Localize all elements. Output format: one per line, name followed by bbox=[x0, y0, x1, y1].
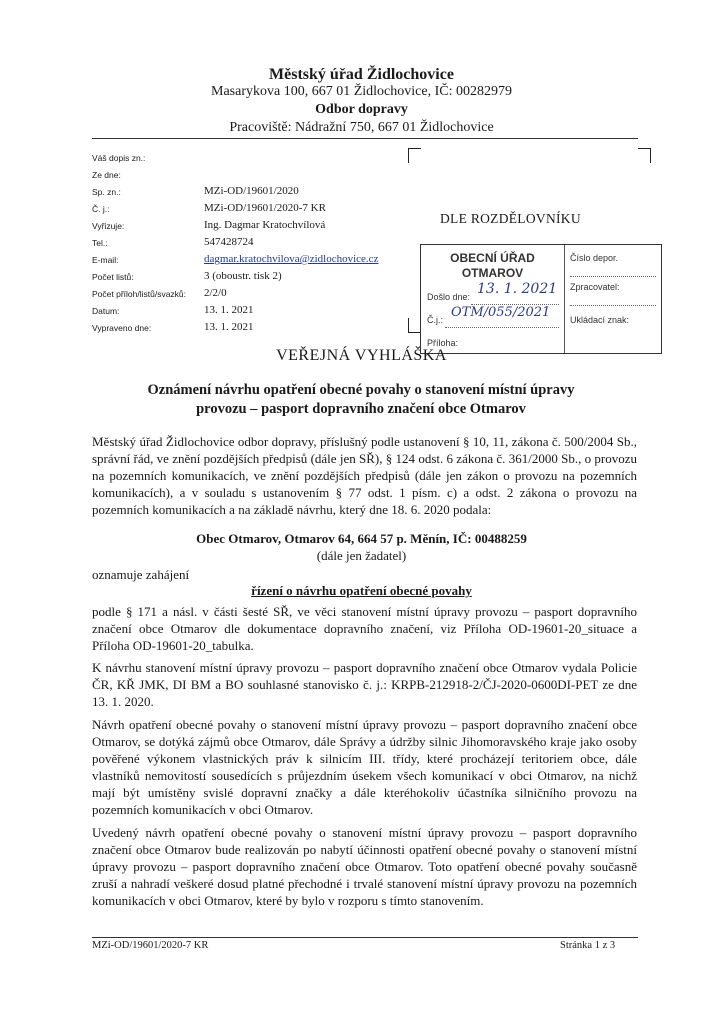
stamp-line bbox=[445, 326, 559, 328]
proceeding-title: řízení o návrhu opatření obecné povahy bbox=[251, 583, 472, 598]
ref-label: Počet listů: bbox=[92, 272, 134, 282]
ref-label: Vypraveno dne: bbox=[92, 323, 152, 333]
received-stamp bbox=[420, 244, 662, 354]
stamp-received-value: 13. 1. 2021 bbox=[477, 281, 558, 297]
stamp-received-label: Došlo dne: bbox=[427, 292, 471, 302]
ref-label: Váš dopis zn.: bbox=[92, 153, 146, 163]
recipient-line: DLE ROZDĚLOVNÍKU bbox=[440, 211, 581, 226]
ref-label: Ze dne: bbox=[92, 170, 121, 180]
applicant-name: Obec Otmarov, Otmarov 64, 664 57 p. Měnín, IČ: 00488259 bbox=[196, 531, 527, 546]
stamp-line bbox=[570, 275, 656, 277]
stamp-attachment-label: Příloha: bbox=[427, 338, 459, 348]
applicant-note: (dále jen žadatel) bbox=[316, 548, 407, 563]
paragraph-affected: Návrh opatření obecné povahy o stanovení místní úpravy provozu – pasport dopravního značení obce Otmarov, se dotýká zájmů obce Otmarov, dále Správy a údržby silnic Jihomoravského kraje jako osoby pověřené výkonem vlastnických práv k silnicím III. třídy, které procházejí teritoriem obce, dále vlastníků nemovitostí sousedících s průjezdním úsekem všech komunikací v obci Otmarov, na nichž mají být umístěny svislé dopravní značky a dále kteréhokoliv účastníka silničního provozu na pozemních komunikacích v obci Otmarov. bbox=[92, 717, 637, 817]
header-divider bbox=[92, 138, 638, 139]
ref-label: Počet příloh/listů/svazků: bbox=[92, 289, 187, 299]
ref-value: 547428724 bbox=[204, 236, 254, 248]
ref-value: 2/2/0 bbox=[204, 287, 227, 299]
subject-heading bbox=[96, 381, 626, 419]
workplace-address: Pracoviště: Nádražní 750, 667 01 Židlochovice bbox=[229, 120, 494, 135]
stamp-processor-label: Zpracovatel: bbox=[570, 282, 620, 292]
paragraph-police: K návrhu stanovení místní úpravy provozu – pasport dopravního značení obce Otmarov vydala Policie ČR, KŘ JMK, DI BM a BO souhlasné stanovisko č. j.: KRPB-212918-2/ČJ-2020-0600DI-PET ze dne 13. 1. 2020. bbox=[92, 660, 637, 709]
footer-divider bbox=[92, 937, 638, 938]
subject-line: Oznámení návrhu opatření obecné povahy o stanovení místní úpravy bbox=[147, 382, 575, 398]
ref-label: Vyřizuje: bbox=[92, 221, 125, 231]
email-link[interactable]: dagmar.kratochvilova@zidlochovice.cz bbox=[204, 253, 379, 265]
paragraph-realization: Uvedený návrh opatření obecné povahy o stanovení místní úpravy provozu – pasport dopravního značení obce Otmarov bude realizován po nabytí účinnosti opatření obecné povahy o stanovení místní úpravy provozu – pasport dopravního značení obce Otmarov. Toto opatření obecné povahy současně zruší a nahradí veškeré dosud platné přechodné i trvalé stanovení místní úpravy provozu na pozemních komunikacích v obci Otmarov, které by bylo v rozporu s tímto stanovením. bbox=[92, 825, 637, 908]
window-corner-top-right bbox=[638, 148, 651, 163]
ref-value: MZi-OD/19601/2020 bbox=[204, 185, 299, 197]
office-title: Městský úřad Židlochovice bbox=[269, 66, 454, 83]
subject-line: provozu – pasport dopravního značení obce Otmarov bbox=[196, 401, 526, 417]
ref-label: Č. j.: bbox=[92, 204, 110, 214]
ref-value: Ing. Dagmar Kratochvílová bbox=[204, 219, 326, 231]
ref-value: 3 (oboustr. tisk 2) bbox=[204, 270, 282, 282]
department-name: Odbor dopravy bbox=[315, 102, 408, 117]
ref-label: Sp. zn.: bbox=[92, 187, 121, 197]
announcement-text: oznamuje zahájení bbox=[92, 567, 190, 582]
public-notice-heading: VEŘEJNÁ VYHLÁŠKA bbox=[276, 347, 447, 364]
ref-value: 13. 1. 2021 bbox=[204, 304, 254, 316]
footer-reference: MZi-OD/19601/2020-7 KR bbox=[92, 940, 209, 951]
stamp-org-line2: OTMAROV bbox=[461, 266, 524, 280]
ref-value: MZi-OD/19601/2020-7 KR bbox=[204, 202, 326, 214]
stamp-divider bbox=[564, 245, 565, 353]
stamp-storage-label: Ukládací znak: bbox=[570, 315, 630, 325]
ref-value: 13. 1. 2021 bbox=[204, 321, 254, 333]
stamp-depot-label: Číslo depor. bbox=[570, 253, 619, 263]
paragraph-scope: podle § 171 a násl. v části šesté SŘ, ve věci stanovení místní úpravy provozu – pasport dopravního značení obce Otmarov dle dokumentace dopravního značení, viz Příloha OD-19601-20_situace a Příloha OD-19601-20_tabulka. bbox=[92, 604, 637, 653]
ref-label: Datum: bbox=[92, 306, 120, 316]
page-number: Stránka 1 z 3 bbox=[560, 940, 616, 951]
window-corner-top-left bbox=[408, 148, 421, 163]
ref-label: E-mail: bbox=[92, 255, 119, 265]
stamp-line bbox=[570, 304, 656, 306]
paragraph-intro: Městský úřad Židlochovice odbor dopravy, příslušný podle ustanovení § 10, 11, zákona č. 500/2004 Sb., správní řád, ve znění pozdějších předpisů (dále jen SŘ), § 124 odst. 6 zákona č. 361/2000 Sb., o provozu na pozemních komunikacích, ve znění pozdějších předpisů (dále jen zákon o provozu na pozemních komunikacích), a v souladu s ustanovením § 77 odst. 1 písm. c) a odst. 2 zákona o provozu na pozemních komunikacích a na základě návrhu, který dne 18. 6. 2020 podala: bbox=[92, 434, 637, 517]
stamp-ref-label: Č.j.: bbox=[427, 315, 444, 325]
stamp-ref-value: OTM/055/2021 bbox=[451, 305, 551, 320]
stamp-org-line1: OBECNÍ ÚŘAD bbox=[450, 251, 535, 265]
office-address: Masarykova 100, 667 01 Židlochovice, IČ: 00282979 bbox=[211, 84, 512, 99]
ref-label: Tel.: bbox=[92, 238, 108, 248]
